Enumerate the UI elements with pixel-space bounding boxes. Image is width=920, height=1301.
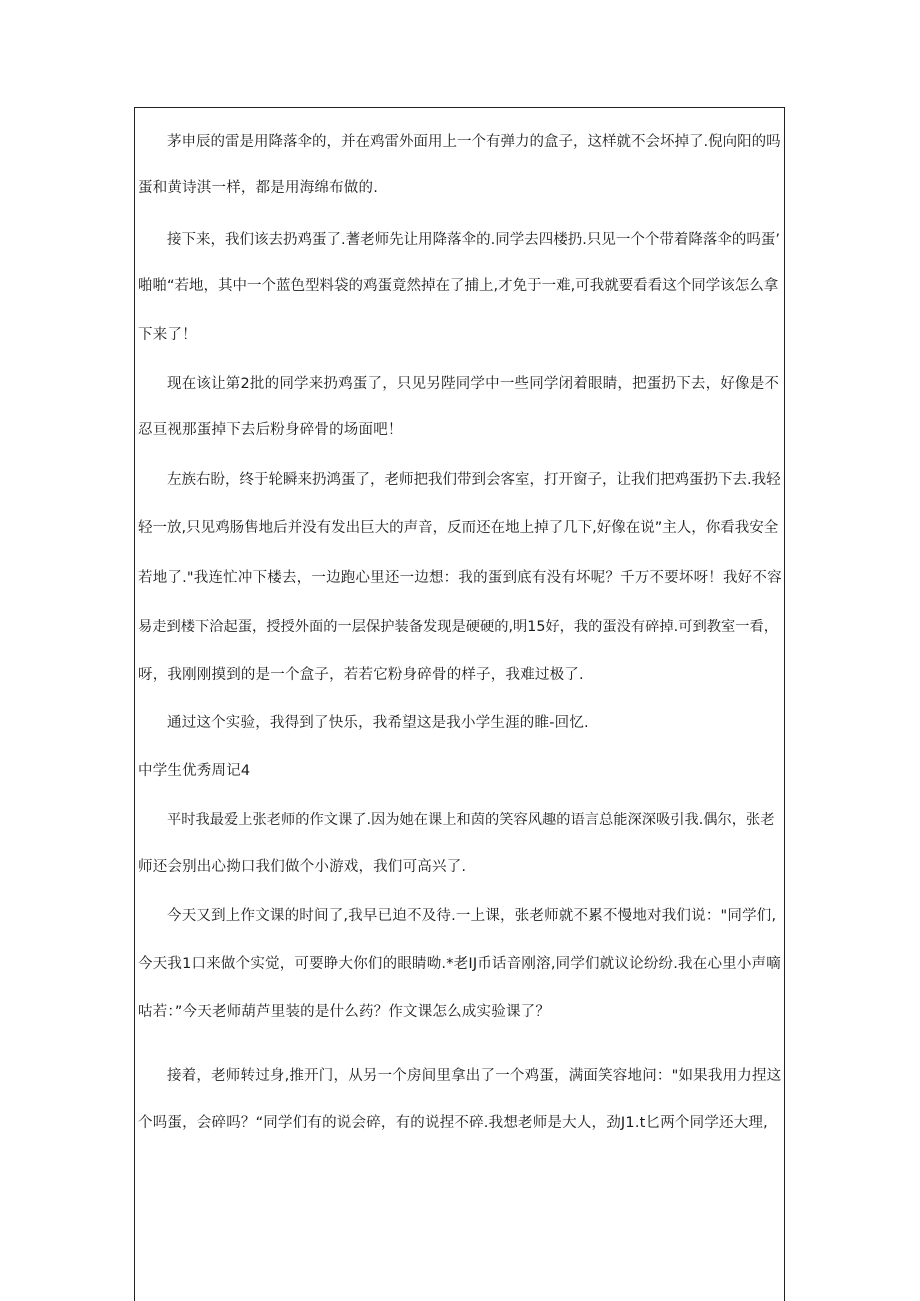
section-heading: 中学生优秀周记4 (138, 763, 251, 779)
paragraph-4-line-5: 呀，我刚刚摸到的是一个盒子，若若它粉身碎骨的样子，我难过极了. (138, 667, 584, 683)
paragraph-7-line-1: 今天又到上作文课的时间了,我早已迫不及待.一上课，张老师就不累不慢地对我们说："同学们, (167, 908, 777, 924)
paragraph-1-line-2: 蛋和黄诗淇一样，都是用海绵布做的. (138, 180, 379, 196)
paragraph-4-line-4: 易走到楼下洽起蛋，授授外面的一层保护装备发现是硬硬的,明15好，我的蛋没有碎掉.可到教室一看， (138, 619, 778, 635)
paragraph-7-line-2: 今天我1口来做个实觉，可要睁大你们的眼睛呦.*老IJ币话音刚溶,同学们就议论纷纷.我在心里小声嘀 (138, 956, 781, 972)
paragraph-8-line-1: 接着，老师转过身,推开门，从另一个房间里拿出了一个鸡蛋，满面笑容地问："如果我用力捏这 (167, 1068, 782, 1084)
paragraph-5-line-1: 通过这个实验，我得到了快乐，我希望这是我小学生涯的睢-回忆. (167, 715, 589, 731)
paragraph-4-line-1: 左族右盼，终于轮瞬来扔鸿蛋了，老师把我们带到会客室，打开窗子，让我们把鸡蛋扔下去.我轻 (167, 472, 781, 488)
paragraph-3-line-1: 现在该让第2批的同学来扔鸡蛋了，只见另陛同学中一些同学闭着眼睛，把蛋扔下去，好像是不 (167, 376, 780, 392)
paragraph-6-line-2: 师还会别出心拗口我们做个小游戏，我们可高兴了. (138, 859, 467, 875)
paragraph-4-line-2: 轻一放,只见鸡肠售地后并没有发出巨大的声音，反而还在地上掉了几下,好像在说”主人，你看我安全 (138, 520, 779, 536)
paragraph-8-line-2: 个吗蛋，会碎吗？“同学们有的说会碎，有的说捏不碎.我想老师是大人，劲J1.t匕两个同学还大理, (138, 1115, 768, 1131)
paragraph-2-line-1: 接下来，我们该去扔鸡蛋了.蓍老师先让用降落伞的.同学去四楼扔.只见一个个带着降落伞的吗蛋’ (167, 232, 780, 248)
paragraph-4-line-3: 若地了."我连忙冲下楼去，一边跑心里还一边想：我的蛋到底有没有坏呢？千万不要坏呀！我好不容 (138, 570, 782, 586)
paragraph-6-line-1: 平时我最爱上张老师的作文课了.因为她在课上和茵的笑容风趣的语言总能深深吸引我.偶尔，张老 (167, 812, 775, 828)
paragraph-3-line-2: 忍亘视那蛋掉下去后粉身碎骨的场面吧！ (138, 422, 403, 438)
paragraph-7-line-3: 咕若：”今天老师葫芦里装的是什么药？作文课怎么成实验课了？ (138, 1004, 551, 1020)
paragraph-2-line-2: 啪啪“若地，其中一个蓝色型料袋的鸡蛋竟然掉在了捕上,才免于一难,可我就要看看这个同学该怎么拿 (138, 278, 779, 294)
paragraph-2-line-3: 下来了！ (138, 327, 197, 343)
paragraph-1-line-1: 茅申辰的雷是用降落伞的，并在鸡雷外面用上一个有弹力的盒子，这样就不会坏掉了.倪向阳的吗 (167, 134, 781, 150)
